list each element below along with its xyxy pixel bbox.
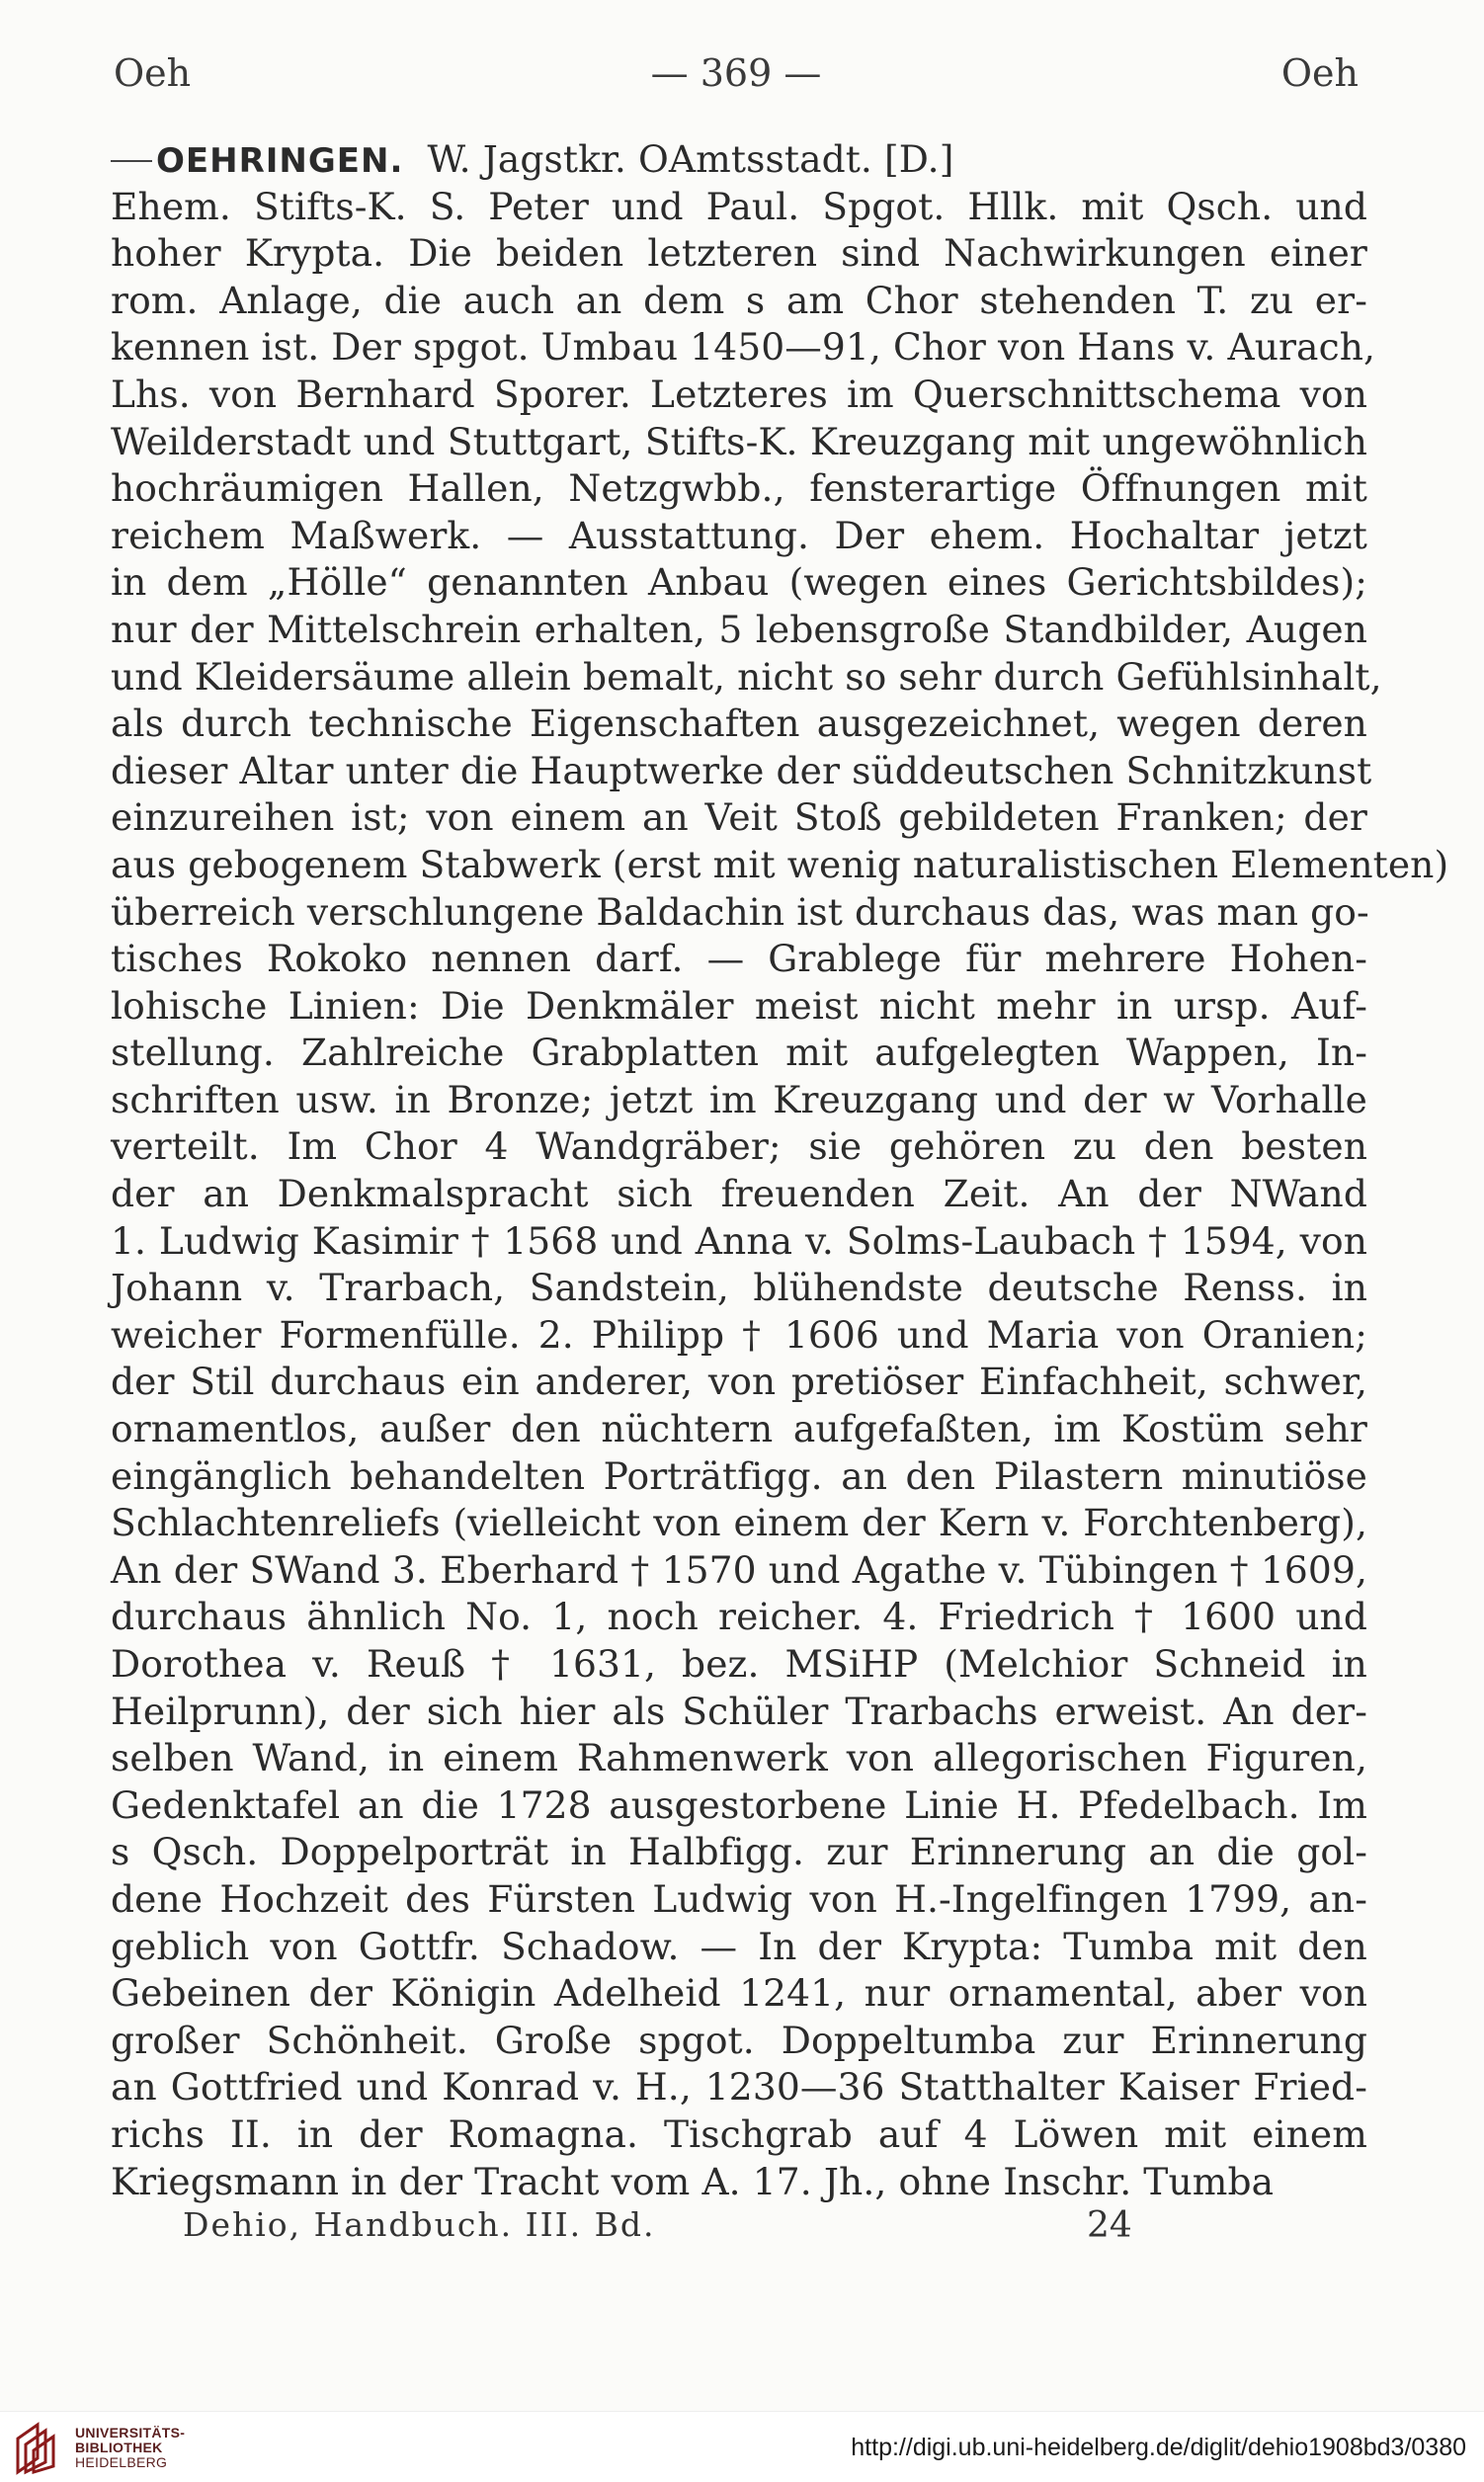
text-line: kennen ist. Der spgot. Umbau 1450—91, Chor von Hans v. Aurach, xyxy=(111,325,1376,370)
text-line: aus gebogenem Stabwerk (erst mit wenig naturalistischen Elementen) xyxy=(111,842,1449,886)
text-line: geblich von Gottfr. Schadow. — In der Krypta: Tumba mit den xyxy=(111,1924,1367,1968)
entry-title: OEHRINGEN. xyxy=(156,141,404,181)
running-header xyxy=(114,51,1359,111)
text-line: reichem Maßwerk. — Ausstattung. Der ehem. Hochaltar jetzt xyxy=(111,513,1367,557)
text-line: an Gottfried und Konrad v. H., 1230—36 Statthalter Kaiser Fried- xyxy=(111,2065,1367,2110)
text-line: großer Schönheit. Große spgot. Doppeltumba zur Erinnerung xyxy=(111,2018,1367,2062)
text-line: überreich verschlungene Baldachin ist durchaus das, was man go- xyxy=(111,889,1369,934)
text-line: Kriegsmann in der Tracht vom A. 17. Jh., ohne Inschr. Tumba xyxy=(111,2159,1275,2203)
text-line: Weilderstadt und Stuttgart, Stifts-K. Kreuzgang mit ungewöhnlich xyxy=(111,419,1367,463)
library-name xyxy=(75,2426,185,2470)
text-line: als durch technische Eigenschaften ausgezeichnet, wegen deren xyxy=(111,702,1367,746)
text-line: dieser Altar unter die Hauptwerke der süddeutschen Schnitzkunst xyxy=(111,748,1372,792)
library-name-line: HEIDELBERG xyxy=(75,2454,168,2470)
text-line: der an Denkmalspracht sich freuenden Zeit. An der NWand xyxy=(111,1172,1367,1216)
text-line: Gedenktafel an die 1728 ausgestorbene Linie H. Pfedelbach. Im xyxy=(111,1782,1367,1827)
text-line: Heilprunn), der sich hier als Schüler Trarbachs erweist. An der- xyxy=(111,1689,1367,1733)
text-line: hochräumigen Hallen, Netzgwbb., fensterartige Öffnungen mit xyxy=(111,466,1367,511)
source-url-link[interactable]: http://digi.ub.uni-heidelberg.de/diglit/dehio1908bd3/0380 xyxy=(851,2434,1466,2461)
text-line: rom. Anlage, die auch an dem s am Chor stehenden T. zu er- xyxy=(111,278,1367,322)
text-line: Gebeinen der Königin Adelheid 1241, nur ornamental, aber von xyxy=(111,1971,1367,2016)
text-line: der Stil durchaus ein anderer, von pretiöser Einfachheit, schwer, xyxy=(111,1360,1367,1404)
library-name-line: BIBLIOTHEK xyxy=(75,2440,163,2455)
text-line: weicher Formenfülle. 2. Philipp † 1606 und Maria von Oranien; xyxy=(111,1312,1367,1357)
library-logo-svg xyxy=(12,2421,63,2476)
footer-sheet-number: 24 xyxy=(1087,2205,1132,2246)
text-line: und Kleidersäume allein bemalt, nicht so sehr durch Gefühlsinhalt, xyxy=(111,654,1382,699)
text-line: stellung. Zahlreiche Grabplatten mit aufgelegten Wappen, In- xyxy=(111,1031,1367,1075)
text-line: durchaus ähnlich No. 1, noch reicher. 4. Friedrich † 1600 und xyxy=(111,1595,1367,1639)
text-line: W. Jagstkr. OAmtsstadt. [D.] xyxy=(427,137,954,181)
text-line: Johann v. Trarbach, Sandstein, blühendste deutsche Renss. in xyxy=(111,1266,1367,1310)
text-line: ornamentlos, außer den nüchtern aufgefaßten, im Kostüm sehr xyxy=(111,1407,1367,1451)
lead-dash xyxy=(111,160,152,162)
text-line: tisches Rokoko nennen darf. — Grablege für mehrere Hohen- xyxy=(111,937,1367,981)
page-footer xyxy=(183,2205,1171,2255)
text-line: An der SWand 3. Eberhard † 1570 und Agathe v. Tübingen † 1609, xyxy=(111,1547,1367,1592)
library-logo-icon xyxy=(12,2421,63,2476)
header-left: Oeh xyxy=(114,51,192,95)
text-line: schriften usw. in Bronze; jetzt im Kreuzgang und der w Vorhalle xyxy=(111,1077,1367,1121)
text-line: einzureihen ist; von einem an Veit Stoß gebildeten Franken; der xyxy=(111,795,1367,840)
text-line: in dem „Hölle“ genannten Anbau (wegen eines Gerichtsbildes); xyxy=(111,560,1367,605)
text-line: 1. Ludwig Kasimir † 1568 und Anna v. Solms-Laubach † 1594, von xyxy=(111,1218,1367,1263)
text-line: hoher Krypta. Die beiden letzteren sind Nachwirkungen einer xyxy=(111,231,1367,276)
text-line: verteilt. Im Chor 4 Wandgräber; sie gehören zu den besten xyxy=(111,1124,1367,1169)
text-line: Schlachtenreliefs (vielleicht von einem der Kern v. Forchtenberg), xyxy=(111,1501,1367,1545)
text-line: s Qsch. Doppelporträt in Halbfigg. zur Erinnerung an die gol- xyxy=(111,1830,1367,1874)
text-line: Dorothea v. Reuß † 1631, bez. MSiHP (Melchior Schneid in xyxy=(111,1642,1367,1686)
page-number: — 369 — xyxy=(650,51,822,95)
header-right: Oeh xyxy=(1280,51,1359,95)
footer-signature: Dehio, Handbuch. III. Bd. xyxy=(183,2205,656,2244)
text-line: lohische Linien: Die Denkmäler meist nicht mehr in ursp. Auf- xyxy=(111,983,1367,1028)
text-line: selben Wand, in einem Rahmenwerk von allegorischen Figuren, xyxy=(111,1736,1367,1780)
body-text xyxy=(111,136,1449,2205)
text-line: eingänglich behandelten Porträtfigg. an den Pilastern minutiöse xyxy=(111,1453,1367,1498)
text-line: dene Hochzeit des Fürsten Ludwig von H.-Ingelfingen 1799, an- xyxy=(111,1876,1367,1921)
library-name-line: UNIVERSITÄTS- xyxy=(75,2425,186,2441)
text-line: Lhs. von Bernhard Sporer. Letzteres im Querschnittschema von xyxy=(111,372,1367,416)
text-line: nur der Mittelschrein erhalten, 5 lebensgroße Standbilder, Augen xyxy=(111,607,1367,651)
text-line: richs II. in der Romagna. Tischgrab auf 4 Löwen mit einem xyxy=(111,2111,1367,2156)
text-line: Ehem. Stifts-K. S. Peter und Paul. Spgot. Hllk. mit Qsch. und xyxy=(111,184,1367,228)
text-line-0 xyxy=(111,136,1367,184)
